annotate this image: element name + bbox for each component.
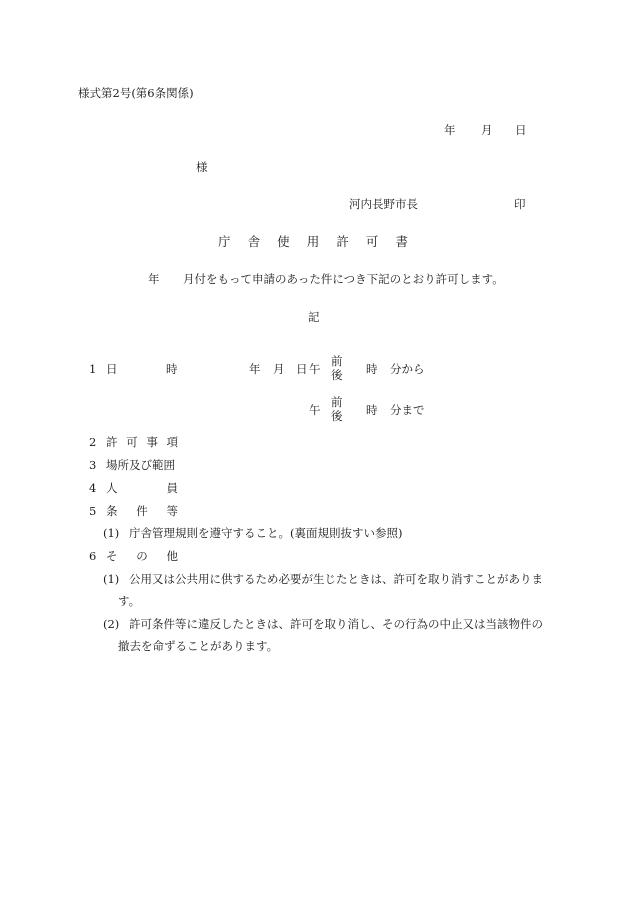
item6-sub2-line1: 許可条件等に違反したときは、許可を取り消し、その行為の中止又は当該物件の xyxy=(129,617,543,631)
date-year: 年 xyxy=(444,123,456,137)
item5-char: 件 xyxy=(136,504,148,518)
item1-hour-1: 時 xyxy=(366,362,378,376)
item4-label xyxy=(106,483,178,495)
item1-year: 年 xyxy=(249,362,261,376)
title-char: 舎 xyxy=(247,234,261,249)
item5-number: 5 xyxy=(89,504,97,518)
item4-char: 員 xyxy=(166,481,178,495)
item6-sub1-line1: 公用又は公共用に供するため必要が生じたときは、許可を取り消すことがありま xyxy=(129,572,543,586)
item5-char: 等 xyxy=(166,504,178,518)
item2-char: 許 xyxy=(106,435,118,449)
date-line xyxy=(444,125,456,137)
item1-label-day: 日 xyxy=(106,362,118,376)
item2-number: 2 xyxy=(89,435,97,449)
item1-hour-2: 時 xyxy=(366,403,378,417)
title-char: 庁 xyxy=(218,234,231,249)
item5-label xyxy=(106,506,178,518)
seal-mark: 印 xyxy=(514,197,526,211)
title-char: 用 xyxy=(306,234,320,249)
item6-label xyxy=(106,551,178,563)
am-label: 前 xyxy=(331,354,343,368)
item6-char: そ xyxy=(106,549,118,563)
am-pm-choice-2 xyxy=(331,395,343,424)
intro-text: 月付をもって申請のあった件につき下記のとおり許可します。 xyxy=(183,272,504,286)
item1-day: 日 xyxy=(296,362,308,376)
title-char: 許 xyxy=(336,234,349,249)
item5-sub1-number: (1) xyxy=(103,526,120,540)
pm-label: 後 xyxy=(331,409,343,424)
am-pm-choice-1 xyxy=(331,354,343,383)
item2-char: 項 xyxy=(166,435,178,449)
item6-sub1-line2: す。 xyxy=(118,594,141,608)
item4-number: 4 xyxy=(89,481,97,495)
item6-char: の xyxy=(136,549,148,563)
form-number: 様式第2号(第6条関係) xyxy=(78,86,194,100)
item5-char: 条 xyxy=(106,504,118,518)
item1-number: 1 xyxy=(89,362,97,376)
title-char: 使 xyxy=(277,234,290,249)
item2-char: 可 xyxy=(126,435,138,449)
item1-noon-2: 午 xyxy=(309,403,321,417)
document-title xyxy=(218,236,408,249)
am-label: 前 xyxy=(331,395,343,409)
item2-char: 事 xyxy=(146,435,158,449)
title-char: 書 xyxy=(395,234,408,249)
item1-label-time: 時 xyxy=(166,362,178,376)
item5-sub1-text: 庁舎管理規則を遵守すること。(裏面規則抜すい参照) xyxy=(129,526,403,540)
item1-month: 月 xyxy=(273,362,285,376)
ki-heading: 記 xyxy=(308,310,320,324)
addressee-suffix: 様 xyxy=(196,160,208,174)
item6-sub1-number: (1) xyxy=(103,572,120,586)
item6-sub2-line2: 撤去を命ずることがあります。 xyxy=(118,639,279,653)
item3-number: 3 xyxy=(89,458,97,472)
title-char: 可 xyxy=(365,234,379,249)
date-month: 月 xyxy=(481,123,493,137)
item1-noon-1: 午 xyxy=(309,362,321,376)
item3-label: 場所及び範囲 xyxy=(106,458,175,472)
item1-from: 分から xyxy=(390,362,425,376)
issuer-name: 河内長野市長 xyxy=(349,197,418,211)
item6-number: 6 xyxy=(89,549,97,563)
item1-until: 分まで xyxy=(390,403,425,417)
date-day: 日 xyxy=(515,123,527,137)
item6-sub2-number: (2) xyxy=(103,617,120,631)
pm-label: 後 xyxy=(331,368,343,383)
intro-year: 年 xyxy=(148,272,160,286)
item4-char: 人 xyxy=(106,481,118,495)
item6-char: 他 xyxy=(166,549,178,563)
item2-label xyxy=(106,437,178,449)
